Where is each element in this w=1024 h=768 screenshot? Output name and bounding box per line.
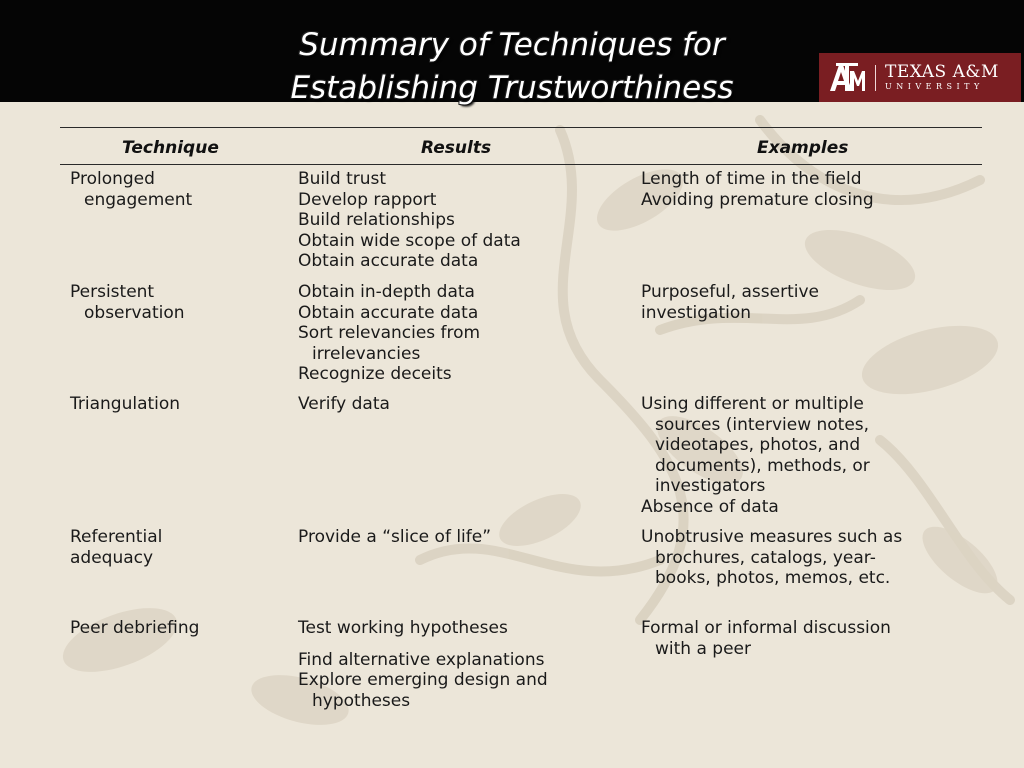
row-4-example-item: Unobtrusive measures such as (641, 527, 903, 547)
table-top-rule (60, 127, 982, 128)
row-4-example-item: books, photos, memos, etc. (655, 568, 891, 589)
row-2-examples (641, 282, 819, 323)
row-3-example-item: videotapes, photos, and (655, 435, 861, 456)
table-header-rule (60, 164, 982, 165)
row-2-example-item: Purposeful, assertive (641, 282, 820, 302)
row-1-result-item: Obtain accurate data (298, 251, 479, 272)
row-2-results (298, 282, 480, 385)
row-5-technique-line: Peer debriefing (70, 618, 200, 638)
header-technique: Technique (122, 138, 219, 158)
row-5-example-item: Formal or informal discussion (641, 618, 891, 638)
row-2-result-item: Obtain accurate data (298, 302, 479, 323)
logo-subtitle: UNIVERSITY (885, 82, 984, 91)
row-2-result-item: irrelevancies (312, 343, 421, 364)
row-2-example-item: investigation (641, 302, 752, 323)
row-2-result-item: Obtain in-depth data (298, 282, 475, 302)
row-4-technique-line: adequacy (70, 547, 154, 568)
row-3-example-item: Using different or multiple (641, 394, 864, 414)
row-4-technique (70, 527, 162, 568)
row-3-technique (70, 394, 180, 415)
row-3-example-item: sources (interview notes, (655, 414, 870, 435)
row-4-results (298, 527, 491, 548)
row-1-result-item: Develop rapport (298, 189, 437, 210)
atm-monogram-icon (828, 61, 866, 95)
row-1-result-item: Obtain wide scope of data (298, 230, 521, 251)
row-3-technique-line: Triangulation (70, 394, 181, 414)
row-1-example-item: Length of time in the field (641, 169, 862, 189)
logo-divider (875, 65, 876, 91)
row-3-examples (641, 394, 870, 518)
row-3-result-item: Verify data (298, 394, 390, 414)
row-5-result-item: Explore emerging design and (298, 670, 548, 691)
row-2-result-item: Sort relevancies from (298, 323, 481, 344)
texas-am-logo (819, 53, 1021, 102)
row-3-example-item: investigators (655, 476, 766, 497)
logo-text (885, 63, 999, 92)
row-4-examples (641, 527, 902, 589)
row-4-example-item: brochures, catalogs, year- (655, 547, 876, 568)
row-4-result-item: Provide a “slice of life” (298, 527, 492, 547)
header-examples: Examples (757, 138, 849, 158)
row-2-technique-line: observation (84, 302, 185, 323)
row-1-results (298, 169, 521, 272)
row-1-technique-line: Prolonged (70, 169, 155, 189)
row-1-examples (641, 169, 874, 210)
row-1-result-item: Build trust (298, 169, 387, 189)
row-5-technique (70, 618, 199, 639)
row-2-technique-line: Persistent (70, 282, 155, 302)
slide-title-line-1: Summary of Techniques for (299, 27, 725, 63)
header-results: Results (421, 138, 492, 158)
row-3-example-item: Absence of data (641, 496, 779, 517)
row-4-technique-line: Referential (70, 527, 163, 547)
row-3-results (298, 394, 390, 415)
row-5-examples (641, 618, 891, 659)
row-5-results (298, 618, 548, 711)
row-1-technique (70, 169, 192, 210)
row-2-technique (70, 282, 185, 323)
row-5-result-item: Test working hypotheses (298, 618, 508, 638)
logo-name: TEXAS A&M (885, 62, 999, 82)
row-3-example-item: documents), methods, or (655, 455, 870, 476)
row-5-result-item: hypotheses (312, 690, 411, 711)
row-5-result-item: Find alternative explanations (298, 649, 545, 670)
row-1-technique-line: engagement (84, 189, 193, 210)
slide-title-line-2: Establishing Trustworthiness (290, 70, 734, 106)
row-5-example-item: with a peer (655, 638, 751, 659)
row-1-result-item: Build relationships (298, 210, 455, 231)
row-2-result-item: Recognize deceits (298, 364, 452, 385)
row-1-example-item: Avoiding premature closing (641, 189, 874, 210)
